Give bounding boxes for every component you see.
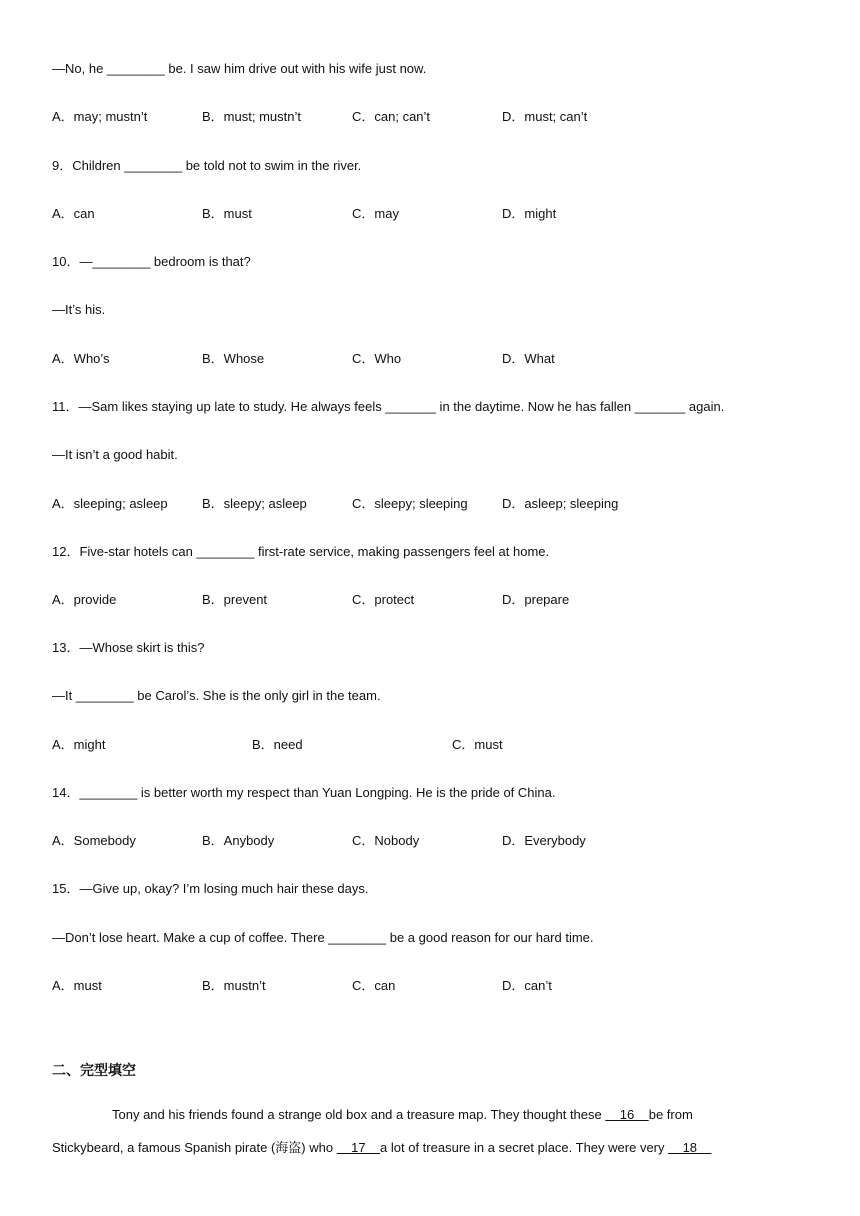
cloze-text: be from (648, 1107, 693, 1122)
q11-prompt: 11．—Sam likes staying up late to study. He always feels _______ in the daytime. Now he has fallen _______ again. (52, 399, 725, 414)
option-d: D．Everybody (502, 833, 586, 848)
cloze-text: Tony and his friends found a strange old box and a treasure map. They thought these (112, 1107, 606, 1122)
option-b: B．Whose (202, 351, 265, 366)
option-c: C．sleepy; sleeping (352, 496, 468, 511)
q10-options (52, 351, 752, 367)
cloze-paragraph-line-1 (112, 1107, 693, 1123)
option-b: B．must; mustn’t (202, 109, 301, 124)
option-b: B．Anybody (202, 833, 275, 848)
option-a: A．may; mustn’t (52, 109, 148, 124)
option-d: D．must; can’t (502, 109, 588, 124)
option-a: A．Somebody (52, 833, 136, 848)
option-c: C．Nobody (352, 833, 420, 848)
q8-options (52, 109, 752, 125)
cloze-blank-16: 16 (605, 1107, 649, 1122)
option-b: B．sleepy; asleep (202, 496, 307, 511)
option-a: A．sleeping; asleep (52, 496, 168, 511)
option-a: A．must (52, 978, 102, 993)
q10-prompt: 10．—________ bedroom is that? (52, 254, 251, 269)
option-d: D．asleep; sleeping (502, 496, 619, 511)
q13-reply: —It ________ be Carol’s. She is the only girl in the team. (52, 688, 381, 703)
cloze-text: a lot of treasure in a secret place. They were very (380, 1140, 669, 1155)
cloze-blank-18: 18 (668, 1140, 712, 1155)
q11-reply: —It isn’t a good habit. (52, 447, 178, 462)
q14-options (52, 833, 752, 849)
option-c: C．protect (352, 592, 415, 607)
option-d: D．prepare (502, 592, 570, 607)
q10-reply: —It’s his. (52, 302, 106, 317)
q15-options (52, 978, 752, 994)
q12-prompt: 12．Five-star hotels can ________ first-rate service, making passengers feel at home. (52, 544, 550, 559)
q15-reply: —Don’t lose heart. Make a cup of coffee. There ________ be a good reason for our hard time. (52, 930, 594, 945)
q13-prompt: 13．—Whose skirt is this? (52, 640, 205, 655)
cloze-blank-17: 17 (336, 1140, 381, 1155)
q8-reply: —No, he ________ be. I saw him drive out with his wife just now. (52, 61, 427, 76)
option-d: D．might (502, 206, 557, 221)
option-a: A．might (52, 737, 106, 752)
option-b: B．mustn’t (202, 978, 266, 993)
q9-prompt: 9．Children ________ be told not to swim in the river. (52, 158, 362, 173)
option-a: A．can (52, 206, 95, 221)
q15-prompt: 15．—Give up, okay? I’m losing much hair these days. (52, 881, 369, 896)
q12-options (52, 592, 752, 608)
option-c: C．must (452, 737, 503, 752)
option-d: D．What (502, 351, 555, 366)
q9-options (52, 206, 752, 222)
option-c: C．can; can’t (352, 109, 431, 124)
section-heading: 二、完型填空 (52, 1062, 136, 1078)
option-b: B．need (252, 737, 303, 752)
option-c: C．Who (352, 351, 402, 366)
option-d: D．can’t (502, 978, 552, 993)
q14-prompt: 14．________ is better worth my respect than Yuan Longping. He is the pride of China. (52, 785, 556, 800)
option-c: C．may (352, 206, 399, 221)
cloze-text: Stickybeard, a famous Spanish pirate (海盗) who (52, 1140, 337, 1155)
cloze-paragraph-line-2 (52, 1140, 711, 1156)
option-b: B．prevent (202, 592, 268, 607)
q11-options (52, 496, 752, 512)
q13-options (52, 737, 752, 753)
option-a: A．provide (52, 592, 117, 607)
option-c: C．can (352, 978, 396, 993)
option-b: B．must (202, 206, 252, 221)
option-a: A．Who’s (52, 351, 110, 366)
